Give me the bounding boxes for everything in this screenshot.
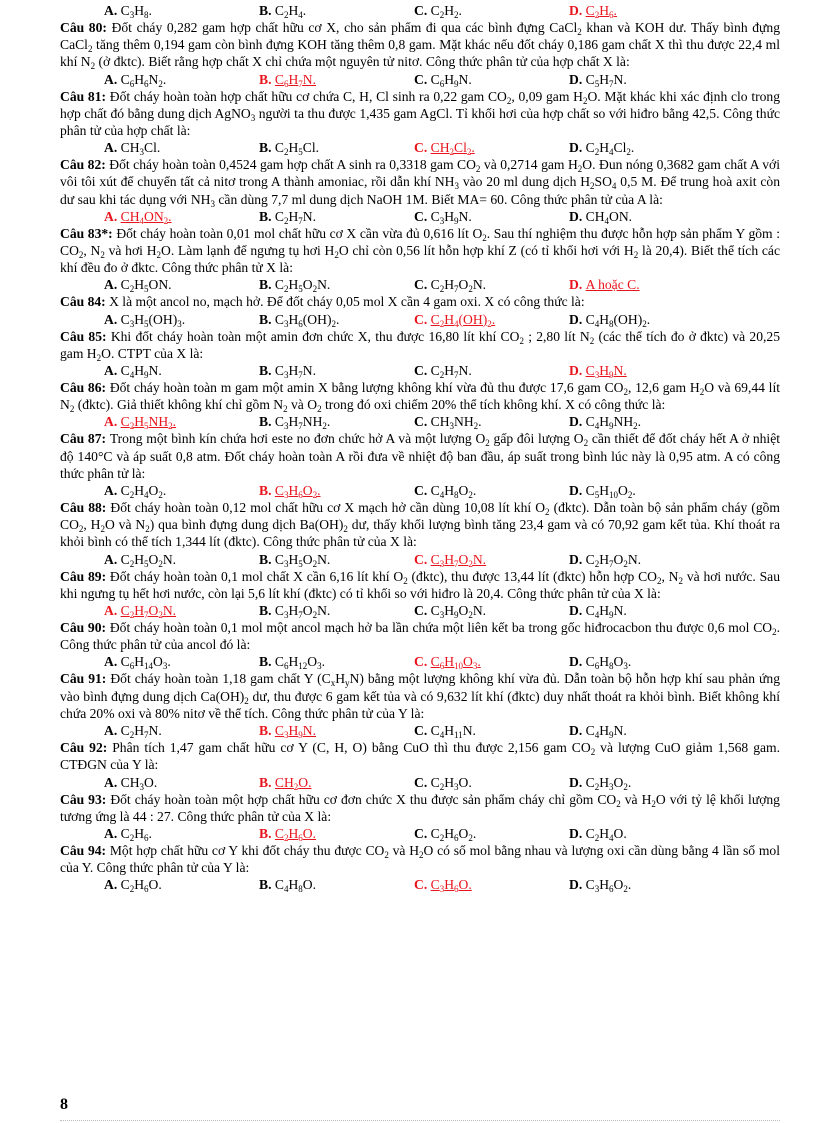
option-formula: $C_2H_5Cl$. xyxy=(274,140,320,158)
question-number: Câu 86: xyxy=(60,380,110,396)
option-formula: $C_3H_7O_2N$. xyxy=(430,551,487,569)
option-letter: B. xyxy=(259,311,275,327)
option-letter: C. xyxy=(414,723,431,739)
answer-options xyxy=(60,139,780,156)
answer-option xyxy=(569,311,724,328)
correct-answer-option xyxy=(259,722,414,739)
question-text: Phân tích 1,47 gam chất hữu cơ Y (C, H, O) bằng CuO thì thu được 2,156 gam $CO_2$ và lượng CuO giảm 1,568 gam. CTĐGN của Y là: xyxy=(60,740,780,773)
answer-option xyxy=(104,311,259,328)
question-stem xyxy=(60,88,780,140)
answer-option xyxy=(414,276,569,293)
answer-options xyxy=(60,71,780,88)
option-formula: $C_2H_4Cl_2$. xyxy=(585,140,635,158)
option-letter: D. xyxy=(569,71,586,87)
option-formula: $C_3H_6O_2$. xyxy=(274,483,321,501)
answer-option xyxy=(569,876,724,893)
option-formula: $C_2H_4O_2$. xyxy=(120,483,167,501)
option-formula: $C_2H_6$. xyxy=(585,3,617,20)
answer-option xyxy=(414,774,569,791)
worksheet-page xyxy=(60,2,780,893)
option-letter: C. xyxy=(414,551,431,567)
answer-option xyxy=(569,139,724,156)
option-formula: $C_3H_7O_2N$. xyxy=(274,603,331,621)
question-text: Khi đốt cháy hoàn toàn một amin đơn chức X, thu được 16,80 lít khí $CO_2$ ; 2,80 lít $N_2$ (các thể tích đo ở đktc) và 20,25 gam $H_2O$. CTPT của X là: xyxy=(60,328,781,363)
option-formula: $CH_3Cl$. xyxy=(120,140,161,158)
option-letter: A. xyxy=(104,208,121,224)
option-letter: C. xyxy=(414,414,431,430)
option-letter: C. xyxy=(414,3,431,18)
question-stem xyxy=(60,293,780,310)
question-text: Đốt cháy hoàn toàn 0,01 mol chất hữu cơ X cần vừa đủ 0,616 lít $O_2$. Sau thí nghiệm thu được hỗn hợp sản phẩm Y gồm : $CO_2$, $N_2$ và hơi $H_2O$. Làm lạnh để ngưng tụ hơi $H_2O$ chỉ còn 0,56 lít hỗn hợp khí Z (có tỉ khối hơi với $H_2$ là 20,4). Biết thể tích các khí đều đo ở đktc. Công thức phân tử X là: xyxy=(60,225,780,276)
answer-option xyxy=(569,482,724,499)
question-text: Đốt cháy hoàn toàn 1,18 gam chất Y $(C_xH_yN)$ bằng một lượng không khí vừa đủ. Dẫn toàn bộ hỗn hợp khí sau phản ứng vào bình đựng dung dịch $Ca(OH)_2$ dư, thu được 6 gam kết tủa và có 9,632 lít khí (đktc) duy nhất thoát ra khỏi bình. Biết không khí chứa 20% oxi và 80% nitơ về thể tích. Công thức phân tử của Y là: xyxy=(60,671,781,721)
question-stem xyxy=(60,670,780,722)
option-letter: D. xyxy=(569,654,586,670)
question-stem xyxy=(60,328,780,362)
option-formula: $C_2H_6O_2$. xyxy=(430,825,477,843)
option-formula: $C_3H_5(OH)_3$. xyxy=(120,311,186,329)
correct-answer-option xyxy=(414,551,569,568)
option-formula: $C_2H_7N$. xyxy=(120,723,162,741)
option-formula: $C_2H_6$. xyxy=(120,825,152,843)
answer-option xyxy=(259,276,414,293)
correct-answer-option xyxy=(414,653,569,670)
answer-option xyxy=(569,653,724,670)
option-formula: $C_2H_4$. xyxy=(274,3,307,20)
option-letter: B. xyxy=(259,551,275,567)
option-formula: $CH_4ON_2$. xyxy=(120,208,172,226)
question-stem xyxy=(60,791,780,825)
question-text: Đốt cháy hoàn toàn m gam một amin X bằng lượng không khí vừa đủ thu được 17,6 gam $CO_2$, 12,6 gam $H_2O$ và 69,44 lít $N_2$ (đktc). Giả thiết không khí chỉ gồm $N_2$ và $O_2$ trong đó oxi chiếm 20% thể tích không khí. X có công thức là: xyxy=(60,380,781,415)
option-letter: B. xyxy=(259,363,275,379)
answer-option xyxy=(104,722,259,739)
answer-option xyxy=(569,825,724,842)
option-letter: C. xyxy=(414,483,431,499)
answer-options xyxy=(60,482,780,499)
question-number: Câu 94: xyxy=(60,842,110,858)
option-formula: A hoặc C. xyxy=(585,277,640,293)
option-formula: $C_4H_9N$. xyxy=(585,723,627,741)
answer-options xyxy=(60,276,780,293)
answer-option xyxy=(104,774,259,791)
answer-option xyxy=(414,208,569,225)
correct-answer-option xyxy=(104,208,259,225)
answer-options xyxy=(60,208,780,225)
option-letter: D. xyxy=(569,140,586,156)
option-letter: C. xyxy=(414,71,431,87)
answer-option xyxy=(259,602,414,619)
answer-option xyxy=(414,71,569,88)
answer-option xyxy=(259,208,414,225)
option-letter: D. xyxy=(569,551,586,567)
answer-option xyxy=(104,482,259,499)
answer-options xyxy=(60,774,780,791)
correct-answer-option xyxy=(569,362,724,379)
option-formula: $C_4H_8O$. xyxy=(274,877,316,895)
option-letter: B. xyxy=(259,71,275,87)
option-letter: C. xyxy=(414,877,431,893)
option-letter: B. xyxy=(259,140,275,156)
option-letter: D. xyxy=(569,825,586,841)
option-letter: A. xyxy=(104,414,121,430)
option-letter: B. xyxy=(259,483,275,499)
option-letter: B. xyxy=(259,277,275,293)
option-formula: $CH_3O$. xyxy=(120,774,158,792)
answer-option xyxy=(414,825,569,842)
answer-options xyxy=(60,722,780,739)
question-number: Câu 91: xyxy=(60,671,111,687)
option-formula: $CH_2Cl_2$. xyxy=(430,140,475,158)
answer-option xyxy=(259,311,414,328)
option-formula: $C_2H_7O_2N$. xyxy=(120,603,177,621)
option-letter: C. xyxy=(414,311,431,327)
question-stem xyxy=(60,619,780,653)
question-number: Câu 83*: xyxy=(60,225,117,241)
option-formula: $C_4H_9N$. xyxy=(585,603,627,621)
answer-options xyxy=(60,362,780,379)
option-formula: $C_6H_8O_3$. xyxy=(585,654,632,672)
answer-option xyxy=(569,208,724,225)
option-letter: D. xyxy=(569,603,586,619)
option-formula: $C_2H_3O$. xyxy=(430,774,472,792)
option-formula: $C_2H_7N$. xyxy=(430,363,472,381)
answer-option xyxy=(414,362,569,379)
option-formula: $C_4H_9NH_2$. xyxy=(585,414,642,432)
option-formula: $C_3H_7NH_2$. xyxy=(274,414,331,432)
answer-option xyxy=(104,876,259,893)
answer-option xyxy=(569,551,724,568)
option-letter: C. xyxy=(414,654,431,670)
correct-answer-option xyxy=(414,311,569,328)
option-formula: $C_6H_7N$. xyxy=(274,71,316,89)
answer-option xyxy=(259,362,414,379)
option-letter: D. xyxy=(569,483,586,499)
answer-option xyxy=(259,2,414,19)
option-letter: D. xyxy=(569,877,586,893)
answer-option xyxy=(414,482,569,499)
correct-answer-option xyxy=(259,482,414,499)
correct-answer-option xyxy=(104,413,259,430)
question-text: Một hợp chất hữu cơ Y khi đốt cháy thu được $CO_2$ và $H_2O$ có số mol bằng nhau và lượng oxi cần dùng bằng 4 lần số mol của Y. Công thức phân tử của Y là: xyxy=(60,842,780,876)
option-letter: A. xyxy=(104,774,121,790)
answer-option xyxy=(104,362,259,379)
option-letter: A. xyxy=(104,603,121,619)
question-text: Đốt cháy 0,282 gam hợp chất hữu cơ X, cho sản phẩm đi qua các bình đựng CaCl$_2$ khan và KOH dư. Thấy bình đựng CaCl$_2$ tăng thêm 0,194 gam còn bình đựng KOH tăng thêm 0,8 gam. Mặt khác nếu đốt cháy 0,186 gam chất X thì thu được 22,4 ml khí $N_2$ (ở đktc). Biết rằng hợp chất X chỉ chứa một nguyên tử nitơ. Công thức phân tử của hợp chất X là: xyxy=(60,20,781,72)
option-letter: D. xyxy=(569,723,586,739)
answer-option xyxy=(414,602,569,619)
option-letter: A. xyxy=(104,654,121,670)
answer-option xyxy=(414,2,569,19)
option-formula: $C_2H_4O$. xyxy=(585,825,627,843)
option-formula: $CH_2O$. xyxy=(274,774,312,792)
question-number: Câu 93: xyxy=(60,791,111,807)
option-formula: $C_2H_6O$. xyxy=(120,877,162,895)
correct-answer-option xyxy=(259,774,414,791)
option-formula: $C_4H_{11}N$. xyxy=(430,723,476,741)
option-formula: $C_6H_{10}O_3$. xyxy=(430,654,481,672)
answer-options xyxy=(60,876,780,893)
option-formula: $C_5H_{10}O_2$. xyxy=(585,483,636,501)
option-formula: $C_3H_9N$. xyxy=(585,363,627,381)
option-formula: $C_4H_8(OH)_2$. xyxy=(585,311,651,329)
answer-option xyxy=(414,722,569,739)
option-letter: A. xyxy=(104,551,121,567)
option-formula: $C_2H_5O_2N$. xyxy=(120,551,177,569)
question-number: Câu 90: xyxy=(60,620,110,636)
option-formula: $C_3H_9O_2N$. xyxy=(430,603,487,621)
question-stem xyxy=(60,379,780,413)
option-letter: D. xyxy=(569,208,586,224)
option-letter: A. xyxy=(104,277,121,293)
answer-options xyxy=(60,602,780,619)
answer-option xyxy=(259,413,414,430)
option-letter: A. xyxy=(104,363,121,379)
question-text: Trong một bình kín chứa hơi este no đơn chức hở A và một lượng $O_2$ gấp đôi lượng $O_2$ cần thiết để đốt cháy hết A ở nhiệt độ 140°C và áp suất 0,8 atm. Đốt cháy hoàn toàn A rồi đưa về nhiệt độ ban đầu, áp suất trong bình lúc này là 0,95 atm. A có công thức phân tử là: xyxy=(60,431,781,481)
question-stem xyxy=(60,225,780,277)
option-formula: $C_2H_2$. xyxy=(430,3,462,20)
question-number: Câu 84: xyxy=(60,294,110,310)
answer-option xyxy=(259,653,414,670)
option-formula: $CH_4ON$. xyxy=(585,208,633,226)
correct-answer-option xyxy=(259,825,414,842)
option-formula: $C_3H_9N$. xyxy=(430,208,472,226)
option-letter: C. xyxy=(414,774,431,790)
option-letter: C. xyxy=(414,208,431,224)
option-formula: $C_4H_8O_2$. xyxy=(430,483,477,501)
option-letter: C. xyxy=(414,363,431,379)
answer-option xyxy=(104,276,259,293)
answer-options xyxy=(60,551,780,568)
answer-option xyxy=(414,413,569,430)
answer-option xyxy=(104,825,259,842)
option-formula: $C_2H_7O_2N$. xyxy=(430,277,487,295)
option-formula: $C_3H_6O$. xyxy=(430,877,472,895)
option-letter: D. xyxy=(569,3,586,18)
option-formula: $C_6H_{14}O_3$. xyxy=(120,654,171,672)
option-letter: C. xyxy=(414,277,431,293)
option-letter: A. xyxy=(104,483,121,499)
option-letter: D. xyxy=(569,414,586,430)
option-formula: $C_3H_8$. xyxy=(120,3,152,20)
option-letter: C. xyxy=(414,825,431,841)
question-number: Câu 82: xyxy=(60,157,110,173)
answer-option xyxy=(104,653,259,670)
option-formula: $C_2H_6O$. xyxy=(274,825,316,843)
option-formula: $C_2H_7N$. xyxy=(274,208,316,226)
option-letter: C. xyxy=(414,603,431,619)
option-formula: $C_3H_5O_2N$. xyxy=(274,551,331,569)
answer-option xyxy=(104,551,259,568)
option-formula: $C_6H_{12}O_3$. xyxy=(274,654,326,672)
question-stem xyxy=(60,842,780,876)
answer-option xyxy=(569,413,724,430)
question-text: Đốt cháy hoàn toàn 0,12 mol chất hữu cơ X mạch hở cần dùng 10,08 lít khí $O_2$ (đktc). Dẫn toàn bộ sản phẩm cháy (gồm $CO_2$, $H_2O$ và $N_2$) qua bình đựng dung dịch $Ba(OH)_2$ dư, thấy khối lượng bình tăng 23,4 gam và có 70,92 gam kết tủa. Khí thoát ra khỏi bình có thể tích 1,344 lít (đktc). Công thức phân tử của X là: xyxy=(60,500,780,550)
question-stem xyxy=(60,568,780,602)
question-number: Câu 92: xyxy=(60,740,113,756)
option-letter: D. xyxy=(569,363,586,379)
question-text: Đốt cháy hoàn toàn 0,1 mol chất X cần 6,16 lít khí $O_2$ (đktc), thu được 13,44 lít (đktc) hỗn hợp $CO_2$, $N_2$ và hơi nước. Sau khi ngưng tụ hết hơi nước, còn lại 5,6 lít khí (đktc) có tỉ khối so với hiđro là 20,4. Công thức phân tử của X là: xyxy=(60,568,780,601)
option-letter: A. xyxy=(104,311,121,327)
correct-answer-option xyxy=(259,71,414,88)
option-letter: A. xyxy=(104,3,121,18)
option-formula: $CH_3NH_2$. xyxy=(430,414,482,432)
option-letter: D. xyxy=(569,311,586,327)
answer-option xyxy=(259,876,414,893)
option-letter: A. xyxy=(104,723,121,739)
question-stem xyxy=(60,739,780,773)
option-letter: B. xyxy=(259,654,275,670)
question-text: Đốt cháy hoàn toàn 0,4524 gam hợp chất A sinh ra 0,3318 gam $CO_2$ và 0,2714 gam $H_2O$. Đun nóng 0,3682 gam chất A với vôi tôi xút để chuyển tất cả nitơ trong A thành amoniac, rồi dẫn khí $NH_3$ vào 20 ml dung dịch $H_2SO_4$ 0,5 M. Để trung hoà axit còn dư sau khi tác dụng với $NH_3$ cần dùng 7,7 ml dung dịch NaOH 1M. Biết MA= 60. Công thức phân tử của A là: xyxy=(60,157,781,209)
question-stem xyxy=(60,19,780,71)
question-text: X là một ancol no, mạch hở. Để đốt cháy 0,05 mol X cần 4 gam oxi. X có công thức là: xyxy=(109,294,585,310)
answer-option xyxy=(259,551,414,568)
question-stem xyxy=(60,430,780,482)
correct-answer-option xyxy=(569,2,724,19)
option-formula: $C_5H_7N$. xyxy=(585,71,627,89)
answer-option xyxy=(104,139,259,156)
footer-divider xyxy=(60,1120,780,1121)
question-text: Đốt cháy hoàn toàn 0,1 mol một ancol mạch hở ba lần chứa một liên kết ba trong gốc hiđrocacbon thu được 0,6 mol $CO_2$. Công thức phân tử của ancol đó là: xyxy=(60,620,781,653)
option-letter: C. xyxy=(414,140,431,156)
question-number: Câu 85: xyxy=(60,328,111,344)
option-formula: $C_2H_3O_2$. xyxy=(585,774,632,792)
option-formula: $C_4H_9N$. xyxy=(120,363,162,381)
option-formula: $C_6H_6N_2$. xyxy=(120,71,167,89)
question-stem xyxy=(60,156,780,208)
option-letter: A. xyxy=(104,140,121,156)
option-formula: $C_2H_5O_2N$. xyxy=(274,277,331,295)
answer-option xyxy=(104,2,259,19)
answer-options xyxy=(60,2,780,19)
option-letter: D. xyxy=(569,774,586,790)
option-letter: A. xyxy=(104,877,121,893)
option-formula: $C_3H_7N$. xyxy=(274,363,316,381)
option-formula: $C_3H_9N$. xyxy=(274,723,316,741)
question-text: Đốt cháy hoàn toàn hợp chất hữu cơ chứa C, H, Cl sinh ra 0,22 gam $CO_2$, 0,09 gam $H_2O$. Mặt khác khi xác định clo trong hợp chất đó bằng dung dịch AgNO$_3$ người ta thu được 1,435 gam AgCl. Tỉ khối hơi của hợp chất so với hiđro bằng 42,5. Công thức phân tử của hợp chất là: xyxy=(60,88,781,139)
option-letter: D. xyxy=(569,277,586,293)
correct-answer-option xyxy=(104,602,259,619)
option-formula: $C_3H_6O_2$. xyxy=(585,877,632,895)
correct-answer-option xyxy=(414,876,569,893)
option-letter: B. xyxy=(259,3,275,18)
answer-option xyxy=(569,71,724,88)
option-letter: B. xyxy=(259,877,275,893)
answer-option xyxy=(104,71,259,88)
answer-option xyxy=(569,774,724,791)
option-formula: $C_2H_5ON$. xyxy=(120,277,172,295)
correct-answer-option xyxy=(569,276,724,293)
question-text: Đốt cháy hoàn toàn một hợp chất hữu cơ đơn chức X thu được sản phẩm cháy chỉ gồm $CO_2$ và $H_2O$ với tỷ lệ khối lượng tương ứng là 44 : 27. Công thức phân tử của X là: xyxy=(60,791,780,824)
option-letter: B. xyxy=(259,208,275,224)
question-number: Câu 81: xyxy=(60,88,110,104)
answer-options xyxy=(60,311,780,328)
option-letter: B. xyxy=(259,825,275,841)
option-formula: $C_6H_9N$. xyxy=(430,71,472,89)
option-letter: B. xyxy=(259,723,275,739)
page-number: 8 xyxy=(60,1096,68,1113)
option-formula: $C_2H_4(OH)_2$. xyxy=(430,311,496,329)
question-stem xyxy=(60,499,780,551)
answer-options xyxy=(60,825,780,842)
answer-option xyxy=(259,139,414,156)
option-formula: $C_2H_5NH_2$. xyxy=(120,414,177,432)
answer-option xyxy=(569,602,724,619)
option-letter: B. xyxy=(259,414,275,430)
question-number: Câu 89: xyxy=(60,568,110,584)
correct-answer-option xyxy=(414,139,569,156)
question-number: Câu 87: xyxy=(60,431,110,447)
option-formula: $C_2H_7O_2N$. xyxy=(585,551,642,569)
answer-options xyxy=(60,653,780,670)
question-number: Câu 88: xyxy=(60,500,111,516)
option-formula: $C_3H_6(OH)_2$. xyxy=(274,311,340,329)
option-letter: A. xyxy=(104,825,121,841)
question-number: Câu 80: xyxy=(60,20,112,35)
option-letter: A. xyxy=(104,71,121,87)
answer-options xyxy=(60,413,780,430)
option-letter: B. xyxy=(259,774,275,790)
answer-option xyxy=(569,722,724,739)
option-letter: B. xyxy=(259,603,275,619)
